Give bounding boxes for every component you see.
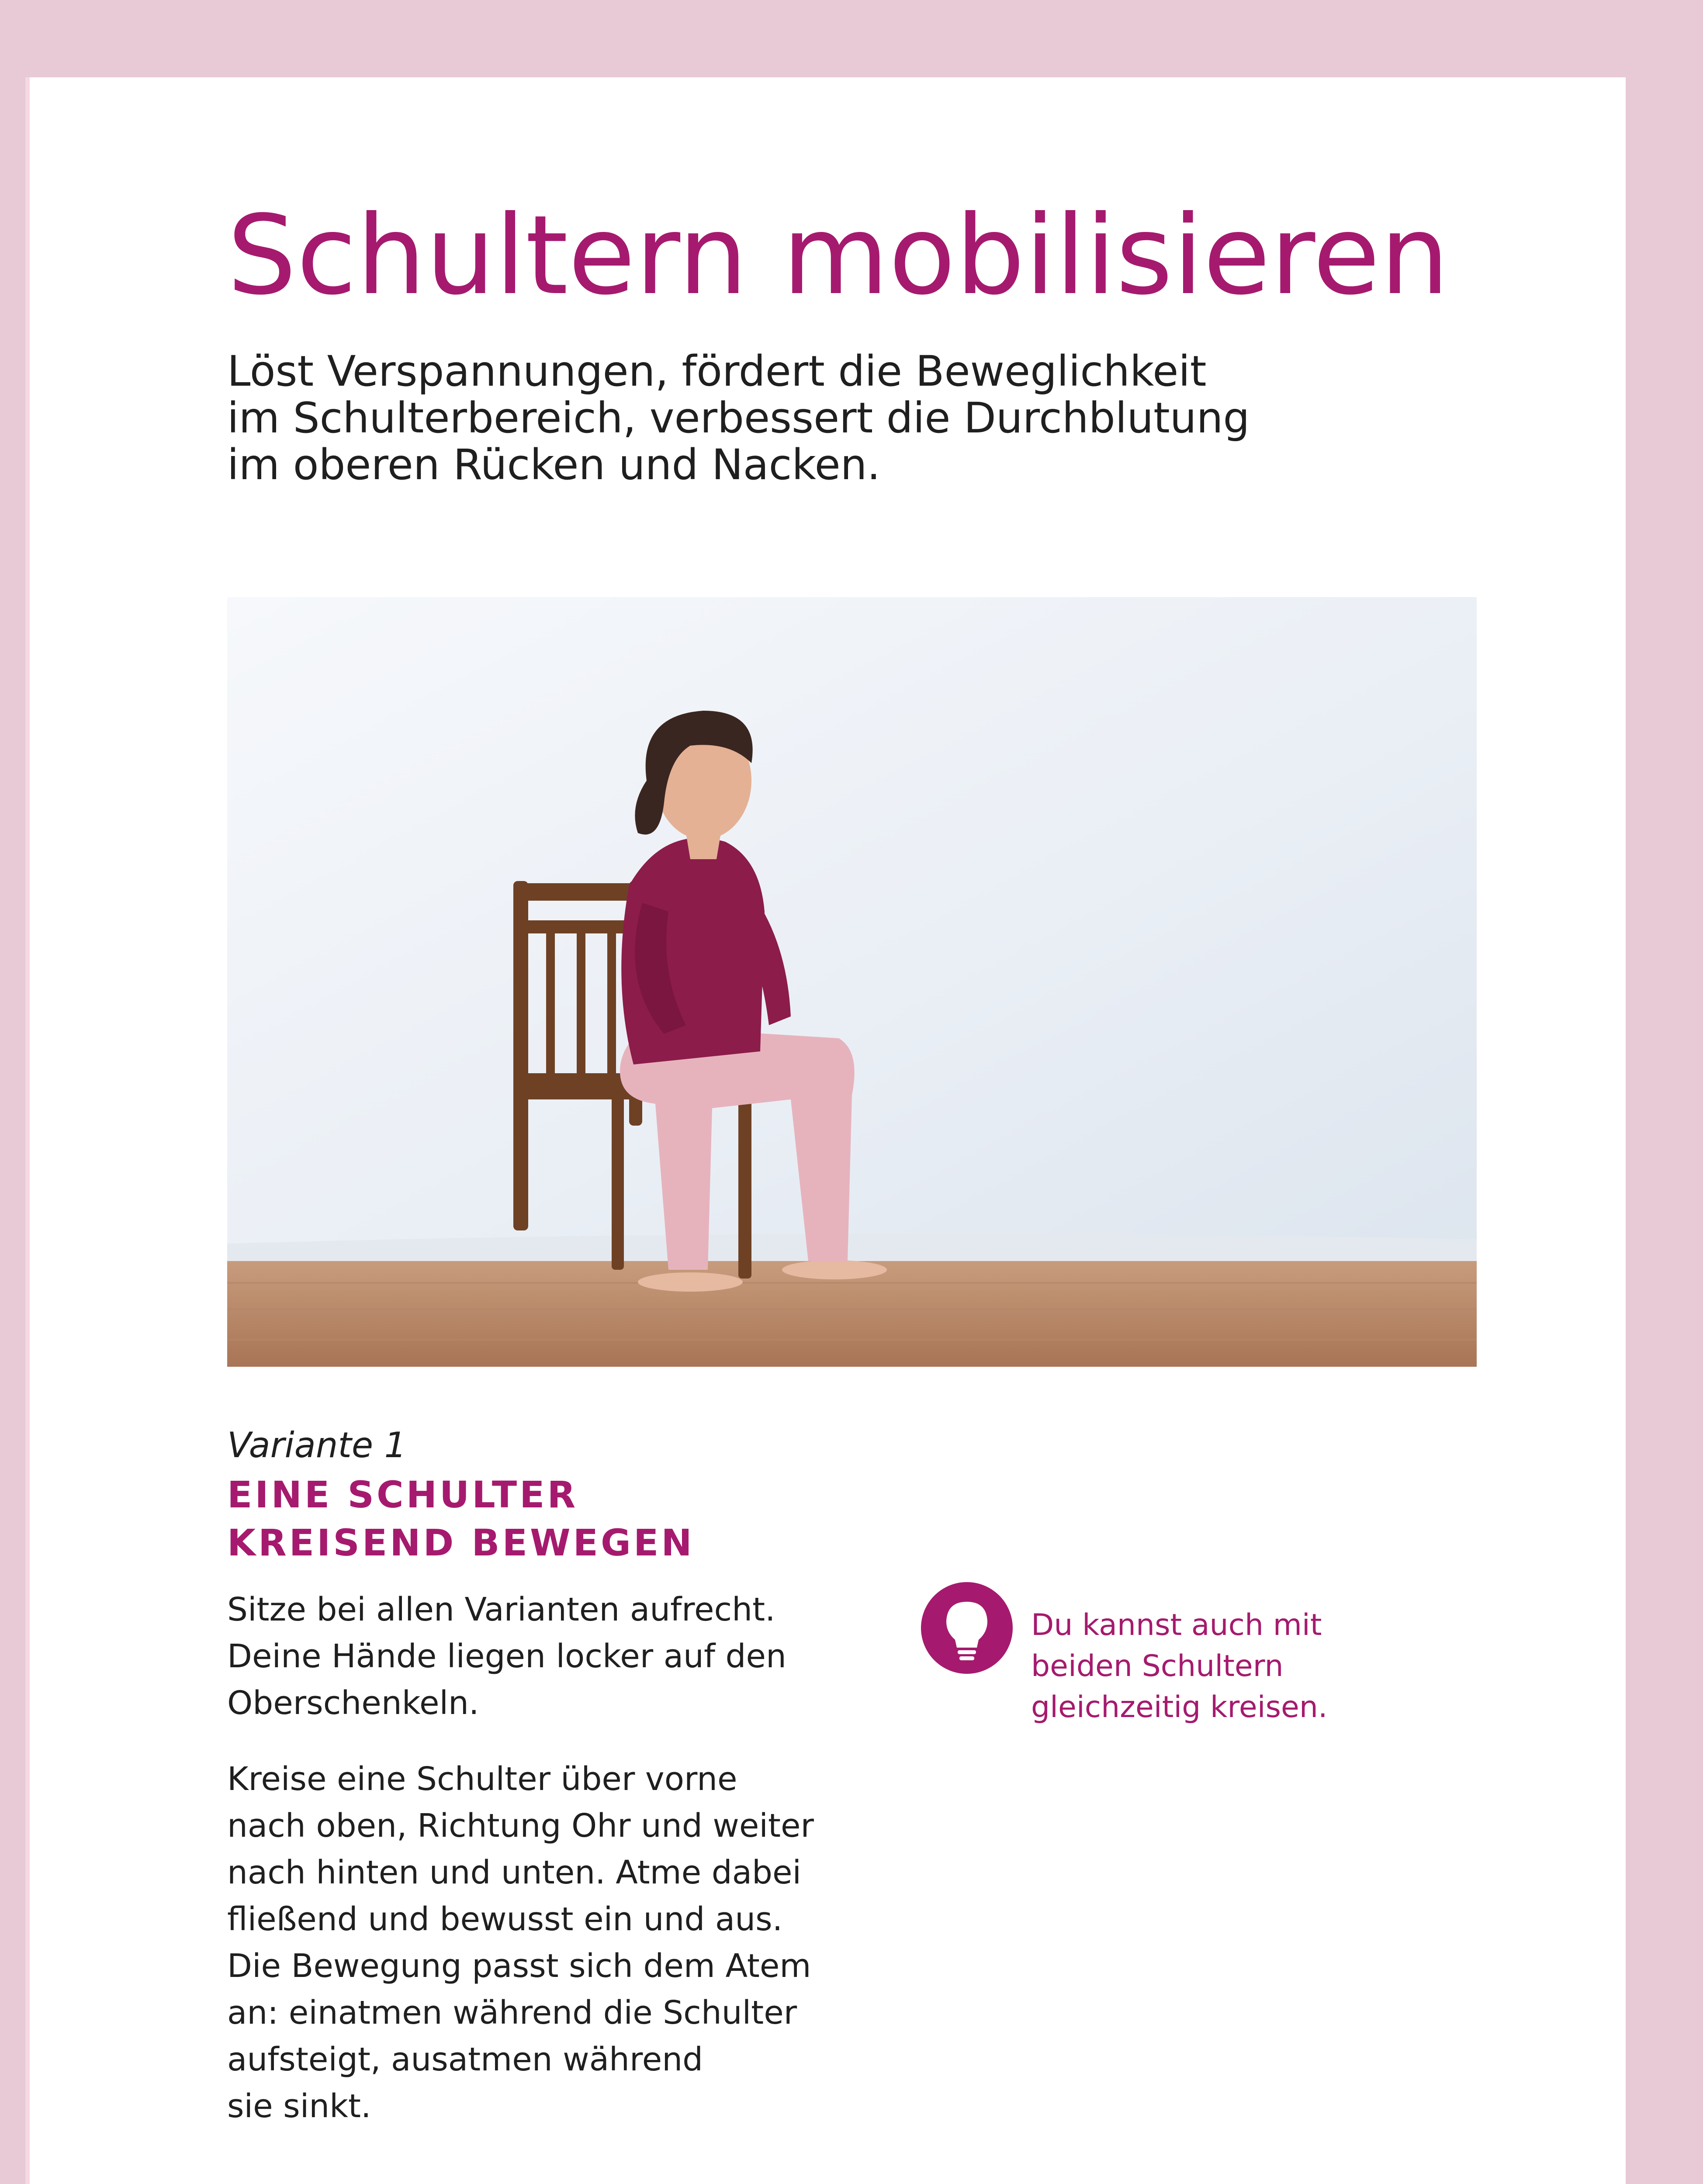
exercise-photo [227, 597, 1477, 1367]
intro-line: Löst Verspannungen, fördert die Beweglichkeit [227, 347, 1207, 396]
instruction-paragraph-1 [227, 1586, 883, 1727]
variant-label: Variante 1 [227, 1425, 407, 1465]
text-line: Oberschenkeln. [227, 1684, 479, 1722]
text-line: Die Bewegung passt sich dem Atem [227, 1947, 811, 1985]
page-edge-line [25, 77, 30, 2184]
text-line: Sitze bei allen Varianten aufrecht. [227, 1591, 775, 1628]
intro-line: im Schulterbereich, verbessert die Durchblutung [227, 394, 1250, 442]
tip-line: beiden Schultern [1031, 1649, 1284, 1683]
text-line: aufsteigt, ausatmen während [227, 2041, 703, 2078]
text-line: Deine Hände liegen locker auf den [227, 1638, 786, 1675]
heading-line: EINE SCHULTER [227, 1473, 578, 1516]
tip-text [1031, 1605, 1328, 1728]
text-line: Kreise eine Schulter über vorne [227, 1760, 737, 1798]
lightbulb-icon [921, 1582, 1013, 1674]
heading-line: KREISEND BEWEGEN [227, 1521, 695, 1564]
text-line: sie sinkt. [227, 2087, 371, 2125]
instruction-paragraph-2 [227, 1756, 883, 2130]
text-line: fließend und bewusst ein und aus. [227, 1901, 783, 1938]
text-line: an: einatmen während die Schulter [227, 1994, 797, 2032]
tip-line: gleichzeitig kreisen. [1031, 1690, 1328, 1724]
text-line: nach oben, Richtung Ohr und weiter [227, 1807, 814, 1845]
book-page [25, 77, 1626, 2184]
exercise-heading [227, 1471, 695, 1567]
intro-text [227, 348, 1319, 488]
woman-sitting-on-chair-photo [227, 597, 1477, 1367]
intro-line: im oberen Rücken und Nacken. [227, 440, 880, 489]
page-title: Schultern mobilisieren [227, 192, 1450, 319]
tip-line: Du kannst auch mit [1031, 1608, 1322, 1642]
text-line: nach hinten und unten. Atme dabei [227, 1854, 802, 1891]
